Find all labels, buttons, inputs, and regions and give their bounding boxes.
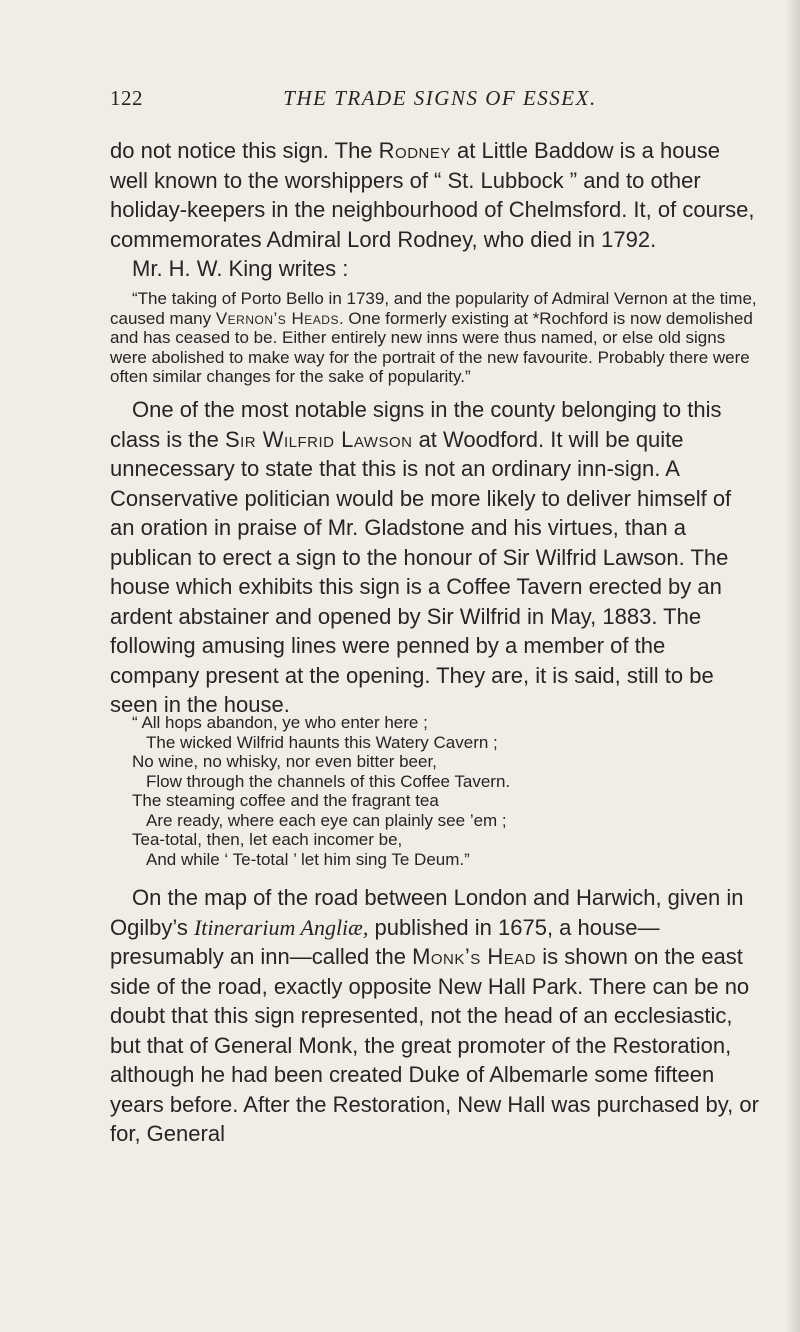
poem-line: “ All hops abandon, ye who enter here ; bbox=[132, 713, 428, 732]
poem-line: And while ‘ Te-total ’ let him sing Te Deum.” bbox=[146, 849, 470, 869]
quote-text: “The taking of Porto Bello in 1739, and the popularity of Admiral Vernon at the time, caused many Vernon’s Heads. One formerly existing at *Rochford is now demolished and has ceased to be. Either entirely new inns were thus named, or else old signs were abolished to make way for the portrait of the new favourite. Probably there were often similar changes for the sake of popularity.” bbox=[110, 289, 757, 386]
book-title-itinerarium: Itinerarium Angliæ, bbox=[193, 914, 369, 940]
poem-line: Tea-total, then, let each incomer be, bbox=[132, 830, 403, 849]
quote-vernon bbox=[110, 289, 760, 387]
paragraph-lawson bbox=[110, 395, 760, 720]
paragraph-text: One of the most notable signs in the county belonging to this class is the Sir Wilfrid Lawson at Woodford. It will be quite unnecessary to state that this is not an ordinary inn-sign. A Conservative politician would be more likely to deliver himself of an oration in praise of Mr. Gladstone and his virtues, than a publican to erect a sign to the honour of Sir Wilfrid Lawson. The house which exhibits this sign is a Coffee Tavern erected by an ardent abstainer and opened by Sir Wilfrid in May, 1883. The following amusing lines were penned by a member of the company present at the opening. They are, it is said, still to be seen in the house. bbox=[110, 397, 732, 717]
paragraph-rodney bbox=[110, 136, 760, 254]
poem-coffee-tavern bbox=[132, 713, 752, 869]
paragraph-text: do not notice this sign. The Rodney at Little Baddow is a house well known to the worshippers of “ St. Lubbock ” and to other holiday-keepers in the neighbourhood of Chelmsford. It, of course, commemorates Admiral Lord Rodney, who died in 1792. bbox=[110, 138, 755, 252]
paragraph-monks-head bbox=[110, 883, 760, 1149]
paragraph-text: Mr. H. W. King writes : bbox=[132, 256, 349, 281]
poem-line: The steaming coffee and the fragrant tea bbox=[132, 791, 439, 810]
page-number: 122 bbox=[110, 86, 143, 110]
page-edge-shadow bbox=[786, 0, 800, 1332]
sign-name-vernons-heads: Vernon’s Heads bbox=[215, 308, 339, 328]
page-header bbox=[110, 86, 740, 116]
paragraph-text: On the map of the road between London and Harwich, given in Ogilby’s Itinerarium Angliæ, published in 1675, a house—presumably an inn—called the Monk’s Head is shown on the east side of the road, exactly opposite New Hall Park. There can be no doubt that this sign represented, not the head of an ecclesiastic, but that of General Monk, the great promoter of the Restoration, although he had been created Duke of Albemarle some fifteen years before. After the Restoration, New Hall was purchased by, or for, General bbox=[110, 885, 759, 1146]
poem-line: No wine, no whisky, nor even bitter beer, bbox=[132, 752, 437, 771]
poem-line: Flow through the channels of this Coffee Tavern. bbox=[146, 771, 511, 791]
paragraph-king bbox=[110, 254, 760, 284]
running-title: THE TRADE SIGNS OF ESSEX. bbox=[283, 86, 597, 110]
poem-line: The wicked Wilfrid haunts this Watery Cavern ; bbox=[146, 732, 498, 752]
sign-name-sir-wilfrid-lawson: Sir Wilfrid Lawson bbox=[224, 426, 413, 452]
poem-line: Are ready, where each eye can plainly see ’em ; bbox=[146, 810, 507, 830]
sign-name-rodney: Rodney bbox=[378, 138, 451, 163]
sign-name-monks-head: Monk’s Head bbox=[412, 944, 537, 969]
